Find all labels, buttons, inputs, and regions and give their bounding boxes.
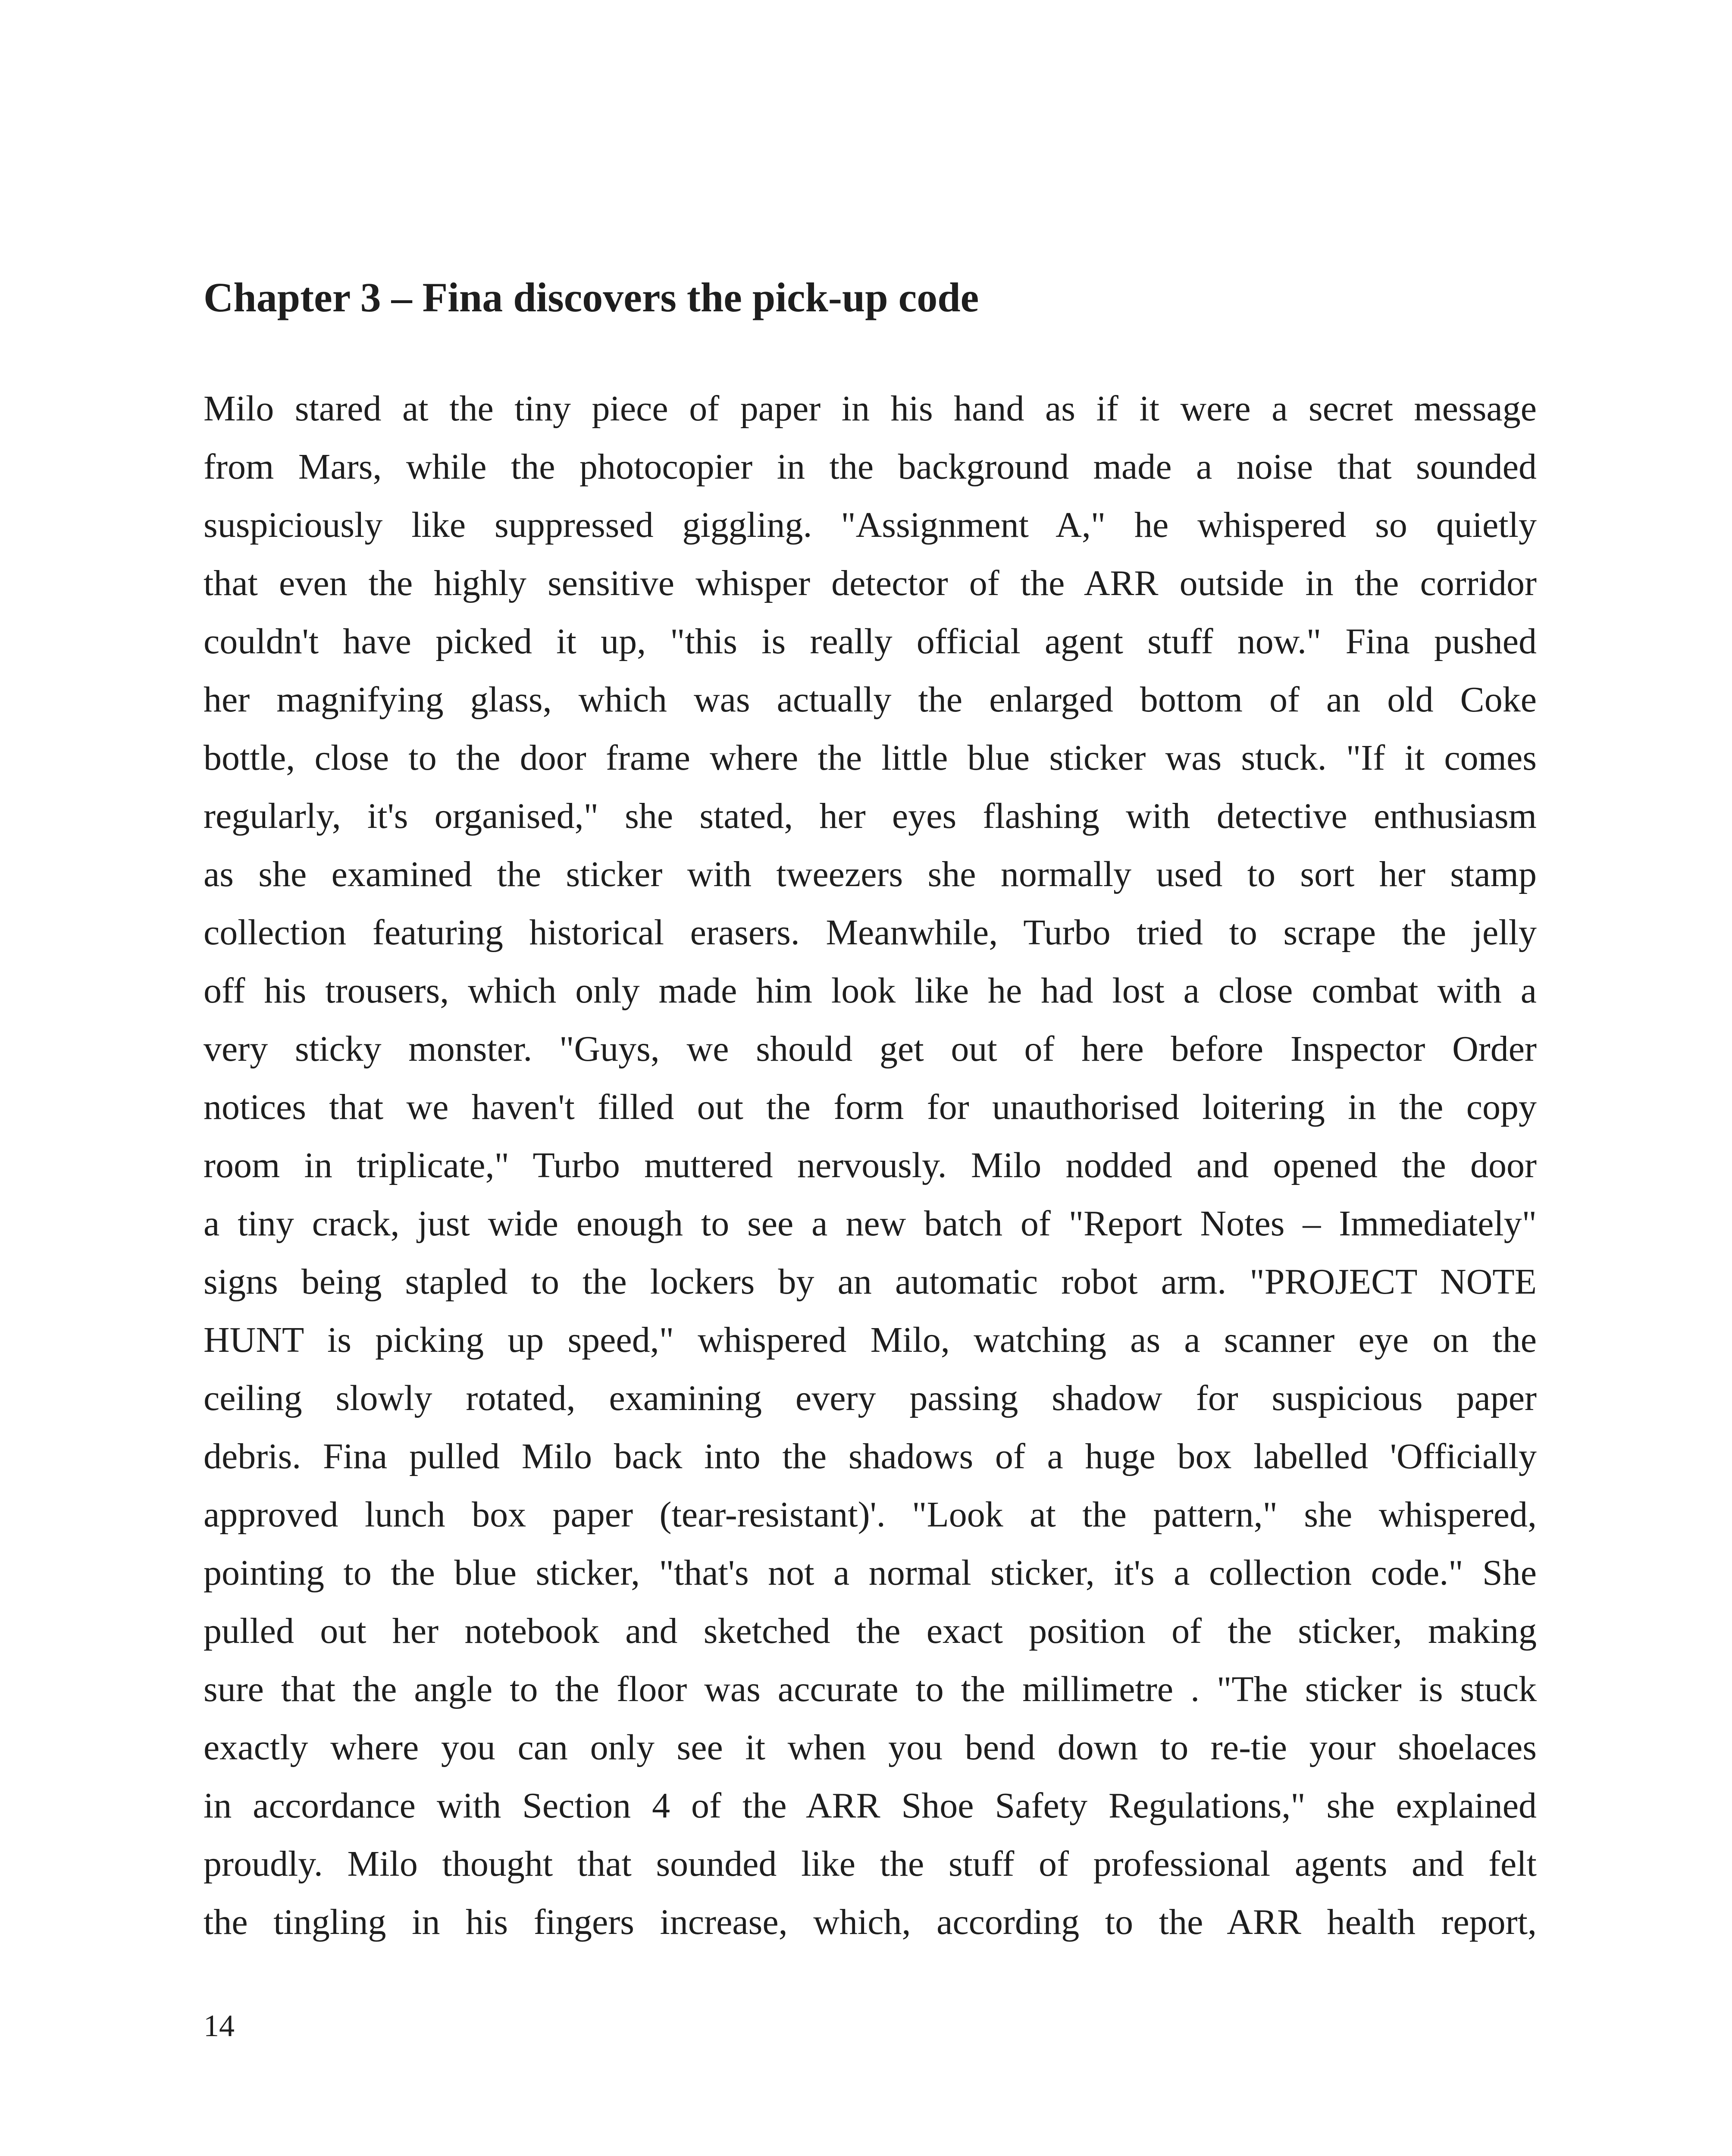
text-line: couldn't have picked it up, "this is really official agent stuff now." Fina pushed <box>204 621 1537 661</box>
text-line: from Mars, while the photocopier in the background made a noise that sounded <box>204 447 1537 487</box>
text-line: signs being stapled to the lockers by an automatic robot arm. "PROJECT NOTE <box>204 1262 1537 1302</box>
text-line: pulled out her notebook and sketched the exact position of the sticker, making <box>204 1611 1537 1651</box>
text-line: in accordance with Section 4 of the ARR Shoe Safety Regulations," she explained <box>204 1786 1537 1826</box>
body-paragraph <box>204 379 1537 1951</box>
text-line: room in triplicate," Turbo muttered nervously. Milo nodded and opened the door <box>204 1145 1537 1185</box>
text-line: Milo stared at the tiny piece of paper in his hand as if it were a secret message <box>204 389 1537 429</box>
chapter-title: Chapter 3 – Fina discovers the pick-up code <box>204 274 979 320</box>
text-line: regularly, it's organised," she stated, her eyes flashing with detective enthusiasm <box>204 796 1537 836</box>
text-line: off his trousers, which only made him look like he had lost a close combat with a <box>204 971 1537 1011</box>
text-line: pointing to the blue sticker, "that's not a normal sticker, it's a collection code." She <box>204 1553 1537 1593</box>
text-line: a tiny crack, just wide enough to see a new batch of "Report Notes – Immediately" <box>204 1203 1537 1244</box>
text-line: approved lunch box paper (tear-resistant)'. "Look at the pattern," she whispered, <box>204 1495 1537 1535</box>
text-line: very sticky monster. "Guys, we should get out of here before Inspector Order <box>204 1029 1537 1069</box>
text-line: HUNT is picking up speed," whispered Milo, watching as a scanner eye on the <box>204 1320 1537 1360</box>
page-number: 14 <box>204 2009 235 2043</box>
text-line: debris. Fina pulled Milo back into the shadows of a huge box labelled 'Officially <box>204 1436 1537 1476</box>
text-line: bottle, close to the door frame where the little blue sticker was stuck. "If it comes <box>204 738 1537 778</box>
text-line: the tingling in his fingers increase, which, according to the ARR health report, <box>204 1902 1537 1942</box>
text-line: her magnifying glass, which was actually the enlarged bottom of an old Coke <box>204 680 1537 720</box>
text-line: ceiling slowly rotated, examining every passing shadow for suspicious paper <box>204 1378 1537 1418</box>
text-line: exactly where you can only see it when you bend down to re-tie your shoelaces <box>204 1727 1537 1767</box>
text-line: collection featuring historical erasers. Meanwhile, Turbo tried to scrape the jelly <box>204 912 1537 953</box>
text-line: suspiciously like suppressed giggling. "Assignment A," he whispered so quietly <box>204 505 1537 545</box>
text-line: as she examined the sticker with tweezers she normally used to sort her stamp <box>204 854 1537 894</box>
text-line: sure that the angle to the floor was accurate to the millimetre . "The sticker is stuck <box>204 1669 1537 1709</box>
text-line: notices that we haven't filled out the form for unauthorised loitering in the copy <box>204 1087 1537 1127</box>
text-line: that even the highly sensitive whisper detector of the ARR outside in the corridor <box>204 563 1537 603</box>
text-line: proudly. Milo thought that sounded like the stuff of professional agents and felt <box>204 1844 1537 1884</box>
